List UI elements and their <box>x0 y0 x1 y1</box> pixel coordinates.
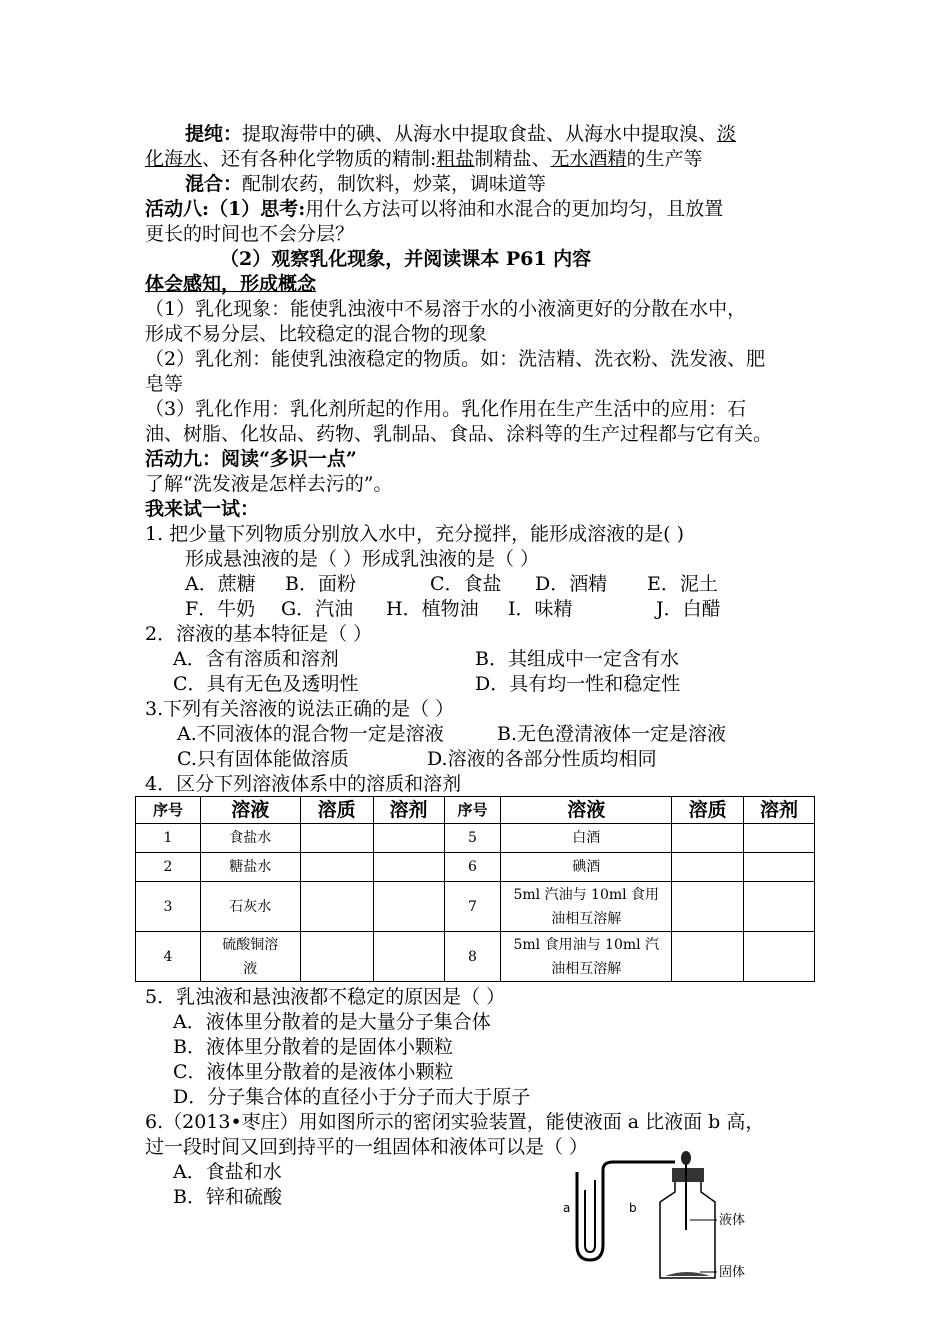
bottle <box>660 1182 715 1278</box>
option: B.无色澄清液体一定是溶液 <box>497 723 727 745</box>
q3-options-2 <box>145 747 825 772</box>
table-cell: 1 <box>136 824 201 853</box>
table-cell: 食盐水 <box>200 824 300 853</box>
blank-cell[interactable] <box>373 932 444 982</box>
activity9-text: 了解“洗发液是怎样去污的”。 <box>145 473 393 495</box>
blank-cell[interactable] <box>672 853 744 882</box>
mix-label: 混合： <box>185 173 243 195</box>
col-header: 溶液 <box>200 797 300 824</box>
q6-option: B．锌和硫酸 <box>173 1186 282 1208</box>
activity8-question-cont: 更长的时间也不会分层？ <box>145 223 355 245</box>
activity8-question: 活动八:（1）思考:用什么方法可以将油和水混合的更加均匀，且放置 <box>145 198 724 220</box>
solid-pile <box>665 1272 710 1276</box>
table-row <box>136 853 815 882</box>
table-cell: 7 <box>444 882 501 932</box>
q3-options-1 <box>145 722 825 747</box>
q5-option: B．液体里分散着的是固体小颗粒 <box>173 1036 453 1058</box>
concept-p1-l2: 形成不易分层、比较稳定的混合物的现象 <box>145 323 488 345</box>
concept-title: 体会感知，形成概念 <box>145 273 317 295</box>
col-header: 溶剂 <box>373 797 444 824</box>
concept-p3-l2: 油、树脂、化妆品、药物、乳制品、食品、涂料等的生产过程都与它有关。 <box>145 423 773 445</box>
q2-options-1 <box>145 647 825 672</box>
concept-p3-l1: （3）乳化作用：乳化剂所起的作用。乳化作用在生产生活中的应用：石 <box>145 398 747 420</box>
q6-option: A．食盐和水 <box>173 1161 282 1183</box>
q6-stem: 6.（2013•枣庄）用如图所示的密闭实验装置，能使液面 a 比液面 b 高， <box>145 1111 765 1133</box>
option: I．味精 <box>508 598 573 620</box>
table-cell: 4 <box>136 932 201 982</box>
blank-cell[interactable] <box>744 853 815 882</box>
q5-option: A．液体里分散着的是大量分子集合体 <box>173 1011 491 1033</box>
option: D．酒精 <box>535 573 608 595</box>
dropper-bulb <box>681 1151 691 1165</box>
u-tube <box>577 1172 603 1260</box>
option: D．具有均一性和稳定性 <box>475 673 681 695</box>
q1-options-1 <box>145 572 825 597</box>
u-tube-liquid <box>585 1180 595 1252</box>
blank-cell[interactable] <box>300 853 373 882</box>
option: E．泥土 <box>647 573 718 595</box>
table-cell: 3 <box>136 882 201 932</box>
q1-stem: 1. 把少量下列物质分别放入水中，充分搅拌，能形成溶液的是( ) <box>145 523 685 545</box>
blank-cell[interactable] <box>373 882 444 932</box>
blank-cell[interactable] <box>744 882 815 932</box>
connecting-tube <box>603 1162 675 1185</box>
blank-cell[interactable] <box>672 932 744 982</box>
purify-line-2: 化海水、还有各种化学物质的精制:粗盐制精盐、无水酒精的生产等 <box>145 148 703 170</box>
q2-options-2 <box>145 672 825 697</box>
blank-cell[interactable] <box>373 853 444 882</box>
q5-option: C．液体里分散着的是液体小颗粒 <box>173 1061 454 1083</box>
activity8-sub2: （2）观察乳化现象，并阅读课本 P61 内容 <box>220 248 592 270</box>
activity8-label: 活动八:（1）思考: <box>145 198 306 220</box>
q1-options-2 <box>145 597 825 622</box>
blank-cell[interactable] <box>300 882 373 932</box>
option: A．含有溶质和溶剂 <box>173 648 339 670</box>
label-solid: 固体 <box>719 1265 746 1280</box>
document-body <box>145 122 825 797</box>
option: C．具有无色及透明性 <box>173 673 359 695</box>
table-cell: 2 <box>136 853 201 882</box>
solution-table <box>135 796 815 982</box>
label-liquid: 液体 <box>719 1213 746 1228</box>
concept-p1-l1: （1）乳化现象：能使乳浊液中不易溶于水的小液滴更好的分散在水中， <box>145 298 747 320</box>
table-row <box>136 882 815 932</box>
blank-cell[interactable] <box>373 824 444 853</box>
purify-line-1: 提纯：提取海带中的碘、从海水中提取食盐、从海水中提取溴、淡 <box>185 123 737 145</box>
purify-label: 提纯： <box>185 123 243 145</box>
option: A．蔗糖 <box>185 573 256 595</box>
concept-p2-l1: （2）乳化剂：能使乳浊液稳定的物质。如：洗洁精、洗衣粉、洗发液、肥 <box>145 348 766 370</box>
option: F．牛奶 <box>185 598 256 620</box>
table-cell: 糖盐水 <box>200 853 300 882</box>
table-cell: 白酒 <box>501 824 672 853</box>
activity9-label: 活动九：阅读“多识一点” <box>145 448 357 470</box>
q4-stem: 4．区分下列溶液体系中的溶质和溶剂 <box>145 773 462 795</box>
table-cell: 5ml 汽油与 10ml 食用 油相互溶解 <box>501 882 672 932</box>
option: C．食盐 <box>430 573 502 595</box>
col-header: 溶液 <box>501 797 672 824</box>
mix-line: 混合：配制农药，制饮料，炒菜，调味道等 <box>185 173 547 195</box>
q3-stem: 3.下列有关溶液的说法正确的是（ ） <box>145 698 455 720</box>
col-header: 序号 <box>444 797 501 824</box>
blank-cell[interactable] <box>744 932 815 982</box>
blank-cell[interactable] <box>672 824 744 853</box>
option: C.只有固体能做溶质 <box>177 748 349 770</box>
q1-stem-cont: 形成悬浊液的是（ ）形成乳浊液的是（ ） <box>185 548 540 570</box>
apparatus-diagram <box>555 1150 775 1290</box>
option: A.不同液体的混合物一定是溶液 <box>177 723 444 745</box>
label-a: a <box>563 1201 571 1215</box>
col-header: 溶剂 <box>744 797 815 824</box>
col-header: 序号 <box>136 797 201 824</box>
table-header-row <box>136 797 815 824</box>
col-header: 溶质 <box>300 797 373 824</box>
table-row <box>136 824 815 853</box>
table-cell: 硫酸铜溶 液 <box>200 932 300 982</box>
stopper <box>672 1168 704 1182</box>
table-cell: 碘酒 <box>501 853 672 882</box>
col-header: 溶质 <box>672 797 744 824</box>
table-cell: 5 <box>444 824 501 853</box>
label-b: b <box>629 1201 637 1215</box>
blank-cell[interactable] <box>300 824 373 853</box>
blank-cell[interactable] <box>300 932 373 982</box>
q5-option: D．分子集合体的直径小于分子而大于原子 <box>173 1086 531 1108</box>
option: H．植物油 <box>386 598 479 620</box>
table-cell: 6 <box>444 853 501 882</box>
blank-cell[interactable] <box>744 824 815 853</box>
option: B．其组成中一定含有水 <box>475 648 679 670</box>
q2-stem: 2．溶液的基本特征是（ ） <box>145 623 373 645</box>
tryit-title: 我来试一试： <box>145 498 260 520</box>
option: J．白醋 <box>656 598 721 620</box>
q5-stem: 5．乳浊液和悬浊液都不稳定的原因是（ ） <box>145 986 506 1008</box>
table-row <box>136 932 815 982</box>
table-cell: 5ml 食用油与 10ml 汽 油相互溶解 <box>501 932 672 982</box>
blank-cell[interactable] <box>672 882 744 932</box>
option: G．汽油 <box>281 598 354 620</box>
concept-p2-l2: 皂等 <box>145 373 184 395</box>
option: D.溶液的各部分性质均相同 <box>427 748 657 770</box>
q6-stem-cont: 过一段时间又回到持平的一组固体和液体可以是（ ） <box>145 1136 589 1158</box>
table-cell: 8 <box>444 932 501 982</box>
table-cell: 石灰水 <box>200 882 300 932</box>
option: B．面粉 <box>285 573 356 595</box>
